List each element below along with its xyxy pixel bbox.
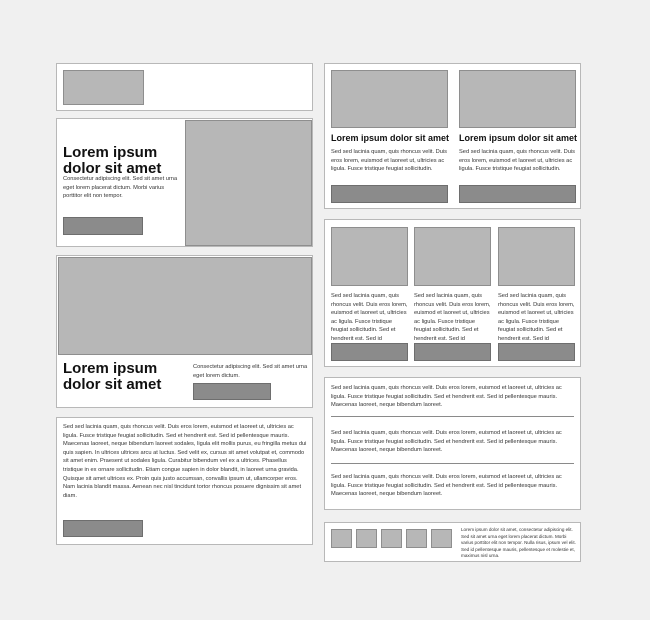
- article-button[interactable]: [63, 520, 143, 537]
- thumbnail-placeholder: [431, 529, 452, 548]
- card-2-button[interactable]: [459, 185, 576, 203]
- hero-image-placeholder: [185, 120, 312, 246]
- header-panel: [56, 63, 313, 111]
- card-c-image-placeholder: [498, 227, 575, 286]
- text-item-1: Sed sed lacinia quam, quis rhoncus velit. Duis eros lorem, euismod et laoreet ut, ultricies ac ligula. Fusce tristique feugiat sollicitudin. Sed et hendrerit est. Sed id pellentesque mauris. Maecenas laoreet, neque bibendum laoreet.: [331, 385, 562, 409]
- feature-panel: [56, 255, 313, 408]
- text-item-2: Sed sed lacinia quam, quis rhoncus velit. Duis eros lorem, euismod et laoreet ut, ultricies ac ligula. Fusce tristique feugiat sollicitudin. Sed et hendrerit est. Sed id pellentesque mauris. Maecenas laoreet, neque bibendum laoreet.: [331, 430, 562, 454]
- thumbnail-placeholder: [331, 529, 352, 548]
- card-b-button[interactable]: [414, 343, 491, 361]
- feature-image-placeholder: [58, 257, 312, 355]
- article-panel: [56, 417, 313, 545]
- feature-text: Consectetur adipiscing elit. Sed sit amet urna eget lorem dictum.: [193, 364, 308, 379]
- card-c-button[interactable]: [498, 343, 575, 361]
- text-list-panel: [324, 377, 581, 510]
- logo-placeholder: [63, 70, 144, 105]
- card-a-button[interactable]: [331, 343, 408, 361]
- hero-title: Lorem ipsum dolor sit amet: [63, 144, 162, 177]
- hero-panel: [56, 118, 313, 247]
- feature-button[interactable]: [193, 383, 271, 400]
- card-c-text: Sed sed lacinia quam, quis rhoncus velit. Duis eros lorem, euismod et laoreet ut, ultricies ac ligula. Fusce tristique feugiat sollicitudin. Sed et hendrerit est. Sed id: [498, 293, 575, 342]
- divider: [331, 416, 574, 417]
- three-card-panel: [324, 219, 581, 367]
- card-2-image-placeholder: [459, 70, 576, 128]
- hero-text: Consectetur adipiscing elit. Sed sit amet urna eget lorem placerat dictum. Morbi varius porttitor elit non tempor.: [63, 176, 178, 200]
- thumbnail-caption: Lorem ipsum dolor sit amet, consectetur adipiscing elit. Sed sit amet urna eget lorem placerat dictum. Morbi varius porttitor elit non tempor. Nulla risus, ipsum vel elit. Sed id pellentesque mauris, pellentesque et molestie et, maximus nisl urna.: [461, 527, 576, 559]
- two-card-panel: [324, 63, 581, 209]
- thumbnail-placeholder: [356, 529, 377, 548]
- card-1-title: Lorem ipsum dolor sit amet: [331, 133, 450, 143]
- feature-title: Lorem ipsum dolor sit amet: [63, 360, 162, 393]
- card-b-image-placeholder: [414, 227, 491, 286]
- card-2-title: Lorem ipsum dolor sit amet: [459, 133, 578, 143]
- card-1-text: Sed sed lacinia quam, quis rhoncus velit. Duis eros lorem, euismod et laoreet ut, ultricies ac ligula. Fusce tristique feugiat sollicitudin.: [331, 149, 448, 173]
- thumbnail-placeholder: [406, 529, 427, 548]
- card-1-image-placeholder: [331, 70, 448, 128]
- card-a-text: Sed sed lacinia quam, quis rhoncus velit. Duis eros lorem, euismod et laoreet ut, ultricies ac ligula. Fusce tristique feugiat sollicitudin. Sed et hendrerit est. Sed id: [331, 293, 408, 342]
- card-1-button[interactable]: [331, 185, 448, 203]
- card-a-image-placeholder: [331, 227, 408, 286]
- text-item-3: Sed sed lacinia quam, quis rhoncus velit. Duis eros lorem, euismod et laoreet ut, ultricies ac ligula. Fusce tristique feugiat sollicitudin. Sed et hendrerit est. Sed id pellentesque mauris. Maecenas laoreet, neque bibendum laoreet.: [331, 474, 562, 498]
- thumbnail-placeholder: [381, 529, 402, 548]
- thumbnail-panel: [324, 522, 581, 562]
- card-2-text: Sed sed lacinia quam, quis rhoncus velit. Duis eros lorem, euismod et laoreet ut, ultricies ac ligula. Fusce tristique feugiat sollicitudin.: [459, 149, 576, 173]
- article-text: Sed sed lacinia quam, quis rhoncus velit. Duis eros lorem, euismod et laoreet ut, ultricies ac ligula. Fusce tristique feugiat sollicitudin. Sed et hendrerit est. Sed id pellentesque mauris. Maecenas laoreet, neque bibendum laoreet sodales, ligula elit mollis purus, eu fringilla metus dui quis sapien. In ultrices ultrices arcu at luctus. Sed velit ex, cursus sit amet volutpat et, commodo sit amet enim. Praesent ut sodales ligula. Curabitur bibendum vel ex a ultrices. Phasellus tristique in ex ornare sollicitudin. Etiam congue sapien in dolor blandit, in laoreet urna gravida. Quisque sit amet ultrices ex. Proin quis justo accumsan, convallis ipsum ut, ullamcorper eros. Nam lacinia blandit massa. Aenean nec nisl tincidunt tortor rhoncus posuere dignissim sit amet diam.: [63, 424, 307, 499]
- hero-button[interactable]: [63, 217, 143, 235]
- divider: [331, 463, 574, 464]
- card-b-text: Sed sed lacinia quam, quis rhoncus velit. Duis eros lorem, euismod et laoreet ut, ultricies ac ligula. Fusce tristique feugiat sollicitudin. Sed et hendrerit est. Sed id: [414, 293, 491, 342]
